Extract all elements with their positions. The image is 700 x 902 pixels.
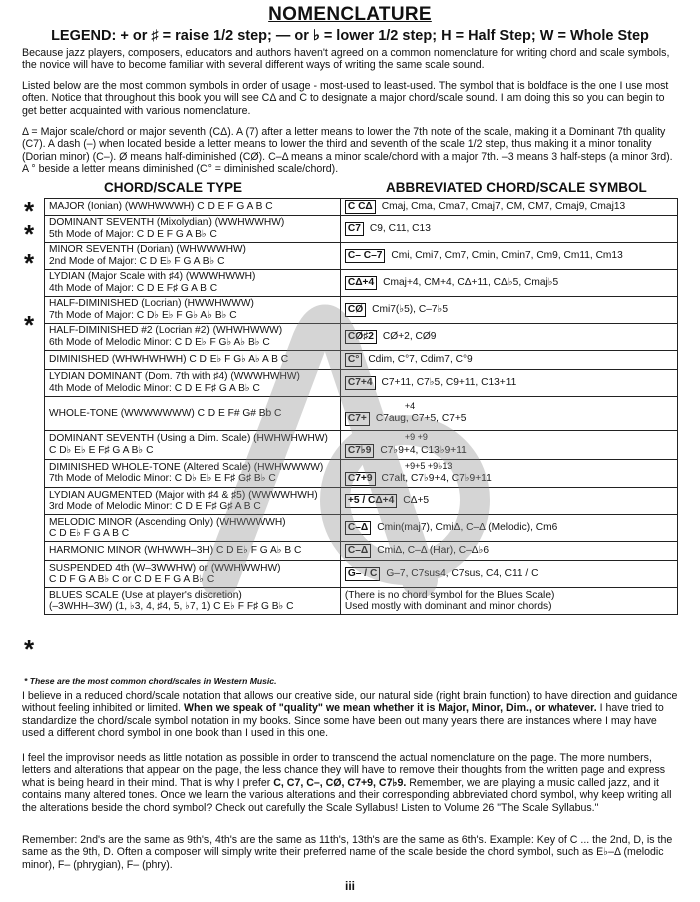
legend-line: LEGEND: + or ♯ = raise 1/2 step; — or ♭ = lower 1/2 step; H = Half Step; W = Whole Step [51, 28, 649, 44]
alternate-symbols: Cmin(maj7), CmiΔ, C–Δ (Melodic), Cm6 [377, 522, 558, 534]
scale-type-name: DOMINANT SEVENTH (Mixolydian) (WWHWWHW) [49, 217, 285, 229]
table-row [45, 216, 678, 243]
scale-type-cell [45, 488, 341, 515]
delta-explanation: Δ = Major scale/chord or major seventh (CΔ). A (7) after a letter means to lower the 7th note of the scale, making it a Dominant 7th quality (C7). A dash (–) when located beside a letter means to lower the third and seventh of the scale 1/2 step, thus making it a minor tonality (Dorian minor) (C–). Ø means half-diminished (CØ). C–Δ means a minor scale/chord with a major 7th. –3 means 3 half-steps (a minor 3rd). A ° beside a letter means diminished (C° = diminished scale/chord). [22, 126, 673, 176]
table-row [45, 588, 678, 615]
symbol-line [345, 376, 673, 390]
symbol-line [345, 330, 673, 344]
chord-scale-table [44, 198, 678, 615]
boxed-chord-symbol: C7+4 [345, 376, 376, 390]
table-row [45, 459, 678, 488]
scale-type-name: DIMINISHED WHOLE-TONE (Altered Scale) (HWHWWWW) [49, 461, 324, 473]
symbol-cell [340, 199, 677, 216]
symbol-cell [340, 324, 677, 351]
scale-type-name: LYDIAN (Major Scale with ♯4) (WWWHWWH) [49, 271, 256, 283]
symbol-superscript: +9 +9 [404, 432, 428, 442]
boxed-chord-symbol: G– / C [345, 567, 380, 581]
boxed-chord-symbol: C7+ [345, 412, 370, 426]
scale-type-name: BLUES SCALE (Use at player's discretion) [49, 589, 242, 601]
symbol-superscript: +4 [404, 400, 416, 411]
boxed-chord-symbol: CØ♯2 [345, 330, 377, 344]
boxed-chord-symbol: C–Δ [345, 544, 371, 558]
scale-type-cell [45, 351, 341, 370]
alternate-symbols: Cmaj+4, CM+4, CΔ+11, CΔ♭5, Cmaj♭5 [383, 277, 559, 288]
scale-type-detail: 7th Mode of Major: C D♭ E♭ F G♭ A♭ B♭ C [49, 310, 237, 321]
table-row [45, 431, 678, 460]
intro-paragraph: Because jazz players, composers, educators and authors haven't agreed on a common nomenclature for writing chord and scale symbols, the novice will have to become familiar with several different ways of writing the same scale sound. [22, 47, 670, 72]
scale-type-cell [45, 243, 341, 270]
paragraph-bold-text: C, C7, C–, CØ, C7+9, C7♭9. [273, 776, 407, 789]
symbol-line [345, 521, 673, 535]
symbol-cell [340, 216, 677, 243]
boxed-chord-symbol: C7+9 [345, 472, 376, 486]
scale-type-cell [45, 542, 341, 561]
symbol-line [345, 590, 673, 602]
scale-type-name: MINOR SEVENTH (Dorian) (WHWWWHW) [49, 244, 246, 256]
paragraph-text: I feel the improvisor needs as little notation as possible in order to transcend the actual nomenclature on the page. The more numbers, letters and alterations that appear on the page, the less chance they will have to remove their thoughts from the written page and express what is being heard in their mind. That is why I prefer [22, 752, 666, 789]
scale-type-detail: 2nd Mode of Major: C D E♭ F G A B♭ C [49, 256, 225, 267]
symbol-cell [340, 351, 677, 370]
symbol-cell [340, 297, 677, 324]
table-row [45, 515, 678, 542]
symbol-cell [340, 397, 677, 431]
symbol-line [345, 494, 673, 508]
alternate-symbols-note: Used mostly with dominant and minor chords) [344, 601, 552, 613]
paragraph-improvisor [22, 752, 678, 814]
symbol-cell [340, 243, 677, 270]
scale-type-detail: 5th Mode of Major: C D E F G A B♭ C [49, 229, 217, 240]
boxed-chord-symbol: C7 [345, 222, 364, 236]
scale-type-detail: (–3WHH–3W) (1, ♭3, 4, ♯4, 5, ♭7, 1) C E♭ F F♯ G B♭ C [49, 601, 294, 613]
scale-type-detail: C D F G A B♭ C or C D E F G A B♭ C [49, 574, 215, 586]
alternate-symbols: CΔ+5 [403, 495, 430, 507]
scale-type-cell [45, 588, 341, 615]
symbol-line [345, 353, 673, 367]
symbol-line [345, 444, 673, 458]
boxed-chord-symbol: C7♭9 [345, 444, 375, 458]
scale-type-cell [45, 561, 341, 588]
symbol-line [345, 544, 673, 558]
table-row [45, 351, 678, 370]
scale-type-name: MAJOR (Ionian) (WWHWWWH) C D E F G A B C [49, 201, 273, 213]
scale-type-name: MELODIC MINOR (Ascending Only) (WHWWWWH) [49, 516, 286, 528]
boxed-chord-symbol: CΔ+4 [345, 276, 377, 290]
scale-type-cell [45, 459, 341, 488]
symbol-cell [340, 561, 677, 588]
scale-type-cell [45, 515, 341, 542]
alternate-symbols: C9, C11, C13 [369, 223, 431, 234]
page-number: iii [344, 879, 355, 893]
symbol-line [345, 200, 673, 214]
alternate-symbols: G–7, C7sus4, C7sus, C4, C11 / C [386, 568, 539, 580]
boxed-chord-symbol: C– C–7 [345, 249, 386, 263]
scale-type-cell [45, 397, 341, 431]
scale-type-name: DOMINANT SEVENTH (Using a Dim. Scale) (HWHWHWHW) [49, 433, 328, 445]
scale-type-name: HALF-DIMINISHED #2 (Locrian #2) (WHWHWWW) [49, 325, 283, 337]
scale-type-detail: 3rd Mode of Melodic Minor: C D E F♯ G♯ A B C [49, 501, 261, 513]
listed-paragraph: Listed below are the most common symbols in order of usage - most-used to least-used. The symbol that is boldface is the one I use most often. Notice that throughout this book you will see CΔ and C to designate a major chord/scale sound. I am doing this so you can begin to get better acquainted with various nomenclature. [22, 80, 669, 117]
alternate-symbols: (There is no chord symbol for the Blues Scale) [344, 589, 555, 601]
paragraph-notation [22, 690, 678, 740]
symbol-line [345, 472, 673, 486]
symbol-line [345, 567, 673, 581]
alternate-symbols: Cmi7(♭5), C–7♭5 [372, 304, 449, 315]
table-row [45, 243, 678, 270]
symbol-cell [340, 515, 677, 542]
table-row [45, 297, 678, 324]
alternate-symbols: CØ+2, CØ9 [382, 331, 437, 342]
symbol-cell [340, 270, 677, 297]
scale-type-detail: 6th Mode of Melodic Minor: C D E♭ F G♭ A♭ B♭ C [49, 337, 270, 348]
scale-type-detail: C D E♭ F G A B C [49, 528, 130, 540]
symbol-line [345, 222, 673, 236]
symbol-cell [340, 431, 677, 460]
scale-type-cell [45, 431, 341, 460]
symbol-cell [340, 588, 677, 615]
scale-type-name: LYDIAN AUGMENTED (Major with ♯4 & ♯5) (WWWWHWH) [49, 489, 318, 501]
boxed-chord-symbol: CØ [345, 303, 366, 317]
paragraph-text: I have tried to standardize the chord/scale symbol notation in my books. Since some have been out many years there are instances where I may have used a different chord symbol in one book than I used in this one. [22, 702, 664, 740]
common-star-marker: * [24, 248, 35, 278]
scale-type-cell [45, 324, 341, 351]
column-header-type: CHORD/SCALE TYPE [104, 180, 243, 195]
scale-type-detail: 7th Mode of Melodic Minor: C D♭ E♭ E F♯ G♯ B♭ C [49, 473, 276, 485]
scale-type-name: DIMINISHED (WHWHWHWH) C D E♭ F G♭ A♭ A B C [49, 354, 289, 366]
symbol-cell [340, 459, 677, 488]
common-star-marker: * [24, 219, 35, 249]
common-star-marker: * [24, 196, 35, 226]
alternate-symbols: C7+11, C7♭5, C9+11, C13+11 [381, 377, 517, 388]
table-row [45, 370, 678, 397]
paragraph-intervals: Remember: 2nd's are the same as 9th's, 4th's are the same as 11th's, 13th's are the same as 6th's. Example: Key of C ... the 2nd, D, is the same as the 9th, D. Often a composer will simply write their preferred name of the scale beside the chord symbol, such as E♭–Δ (melodic minor), F– (phrygian), F– (phry). [22, 834, 673, 871]
table-row [45, 397, 678, 431]
symbol-superscript: +9+5 +9♭13 [404, 460, 453, 471]
scale-type-detail: 4th Mode of Major: C D E F♯ G A B C [49, 283, 218, 294]
scale-type-detail: C D♭ E♭ E F♯ G A B♭ C [49, 444, 154, 456]
symbol-cell [340, 370, 677, 397]
symbol-cell [340, 488, 677, 515]
alternate-symbols: Cmaj, Cma, Cma7, Cmaj7, CM, CM7, Cmaj9, Cmaj13 [381, 201, 626, 212]
scale-type-cell [45, 199, 341, 216]
boxed-chord-symbol: C° [345, 353, 362, 367]
symbol-line [345, 303, 673, 317]
table-row [45, 324, 678, 351]
table-row [45, 561, 678, 588]
scale-type-name: WHOLE-TONE (WWWWWWW) C D E F# G# Bb C [49, 407, 282, 419]
scale-type-name: HALF-DIMINISHED (Locrian) (HWWHWWW) [49, 298, 254, 310]
paragraph-text: I believe in a reduced chord/scale notation that allows our creative side, our natural side (right brain function) to have direction and guidance without feeling inhibited or limited. [22, 690, 678, 715]
boxed-chord-symbol: C CΔ [345, 200, 376, 214]
page-title: NOMENCLATURE [268, 4, 432, 25]
table-row [45, 270, 678, 297]
table-row [45, 488, 678, 515]
alternate-symbols: Cdim, C°7, Cdim7, C°9 [368, 354, 473, 365]
boxed-chord-symbol: C–Δ [345, 521, 371, 535]
symbol-cell [340, 542, 677, 561]
table-footnote: * These are the most common chord/scales in Western Music. [24, 676, 277, 686]
scale-type-name: SUSPENDED 4th (W–3WWHW) or (WWHWWHW) [49, 562, 281, 574]
table-row [45, 199, 678, 216]
symbol-line [345, 249, 673, 263]
alternate-symbols: C7♭9+4, C13♭9+11 [380, 444, 467, 456]
scale-type-cell [45, 370, 341, 397]
scale-type-cell [45, 270, 341, 297]
scale-type-detail: 4th Mode of Melodic Minor: C D E F♯ G A B♭ C [49, 383, 260, 394]
common-star-marker: * [24, 634, 35, 664]
scale-type-name: LYDIAN DOMINANT (Dom. 7th with ♯4) (WWWHWHW) [49, 371, 300, 383]
paragraph-bold-text: When we speak of "quality" we mean whether it is Major, Minor, Dim., or whatever. [183, 702, 597, 715]
column-header-symbol: ABBREVIATED CHORD/SCALE SYMBOL [386, 180, 647, 195]
symbol-line [345, 412, 673, 426]
scale-type-cell [45, 297, 341, 324]
alternate-symbols: C7alt, C7♭9+4, C7♭9+11 [381, 473, 492, 485]
scale-type-name: HARMONIC MINOR (WHWWH–3H) C D E♭ F G A♭ B C [49, 545, 302, 557]
alternate-symbols: Cmi, Cmi7, Cm7, Cmin, Cmin7, Cm9, Cm11, Cm13 [391, 250, 623, 261]
table-row [45, 542, 678, 561]
scale-type-cell [45, 216, 341, 243]
boxed-chord-symbol: +5 / CΔ+4 [345, 494, 397, 508]
symbol-line [345, 276, 673, 290]
alternate-symbols: C7aug, C7+5, C7+5 [375, 413, 467, 425]
alternate-symbols: CmiΔ, C–Δ (Har), C–Δ♭6 [377, 545, 490, 557]
common-star-marker: * [24, 310, 35, 340]
paragraph-text: Remember, we are playing a music called jazz, and it contains many altered tones. Once we learn the various alterations and their corresponding abbreviated chord symbol, why keep writing all the alterations beside the chord symbol? Check out carefully the Scale Syllabus! Listen to Volume 26 "The Scale Syllabus." [22, 776, 672, 814]
